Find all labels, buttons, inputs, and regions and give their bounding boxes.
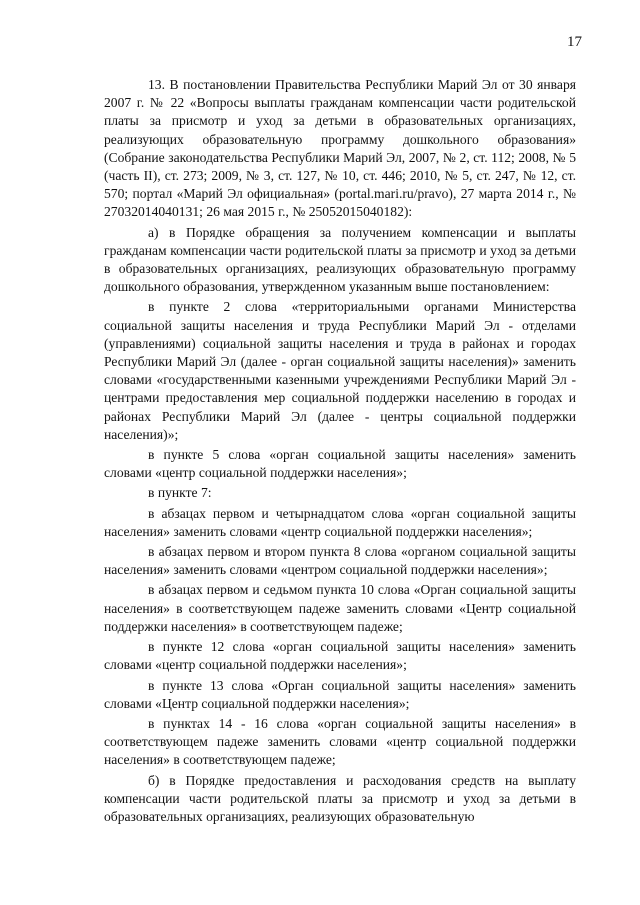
- page-number: 17: [567, 34, 582, 50]
- paragraph-point-10: в абзацах первом и седьмом пункта 10 слова «Орган социальной защиты населения» в соответствующем падеже заменить словами «Центр социальной поддержки населения» в соответствующем падеже;: [104, 582, 576, 634]
- paragraph-b-intro: б) в Порядке предоставления и расходования средств на выплату компенсации части родительской платы за присмотр и уход за детьми в образовательных организациях, реализующих образовательную: [104, 772, 576, 824]
- paragraph-point-8: в абзацах первом и втором пункта 8 слова «органом социальной защиты населения» заменить словами «центром социальной поддержки населения»;: [104, 544, 576, 578]
- document-body: [104, 76, 576, 826]
- paragraph-point-7-abzatsy: в абзацах первом и четырнадцатом слова «орган социальной защиты населения» заменить словами «центр социальной поддержки населения»;: [104, 505, 576, 539]
- paragraph-a-intro: а) в Порядке обращения за получением компенсации и выплаты гражданам компенсации части родительской платы за присмотр и уход за детьми в образовательных организациях, реализующих образовательную программу дошкольного образования, утвержденном указанным выше постановлением:: [104, 224, 576, 295]
- paragraph-point-5: в пункте 5 слова «орган социальной защиты населения» заменить словами «центр социальной поддержки населения»;: [104, 447, 576, 481]
- paragraph-point-13: в пункте 13 слова «Орган социальной защиты населения» заменить словами «Центр социальной поддержки населения»;: [104, 677, 576, 711]
- paragraph-13-intro: 13. В постановлении Правительства Республики Марий Эл от 30 января 2007 г. № 22 «Вопросы выплаты гражданам компенсации части родительской платы за присмотр и уход за детьми в образовательных организациях, реализующих образовательную программу дошкольного образования» (Собрание законодательства Республики Марий Эл, 2007, № 2, ст. 112; 2008, № 5 (часть II), ст. 273; 2009, № 3, ст. 127, № 10, ст. 446; 2010, № 5, ст. 247, № 12, ст. 570; портал «Марий Эл официальная» (portal.mari.ru/pravo), 27 марта 2014 г., № 27032014040131; 26 мая 2015 г., № 25052015040182):: [104, 77, 576, 220]
- paragraph-points-14-16: в пунктах 14 - 16 слова «орган социальной защиты населения» в соответствующем падеже заменить словами «центр социальной поддержки населения» в соответствующем падеже;: [104, 715, 576, 768]
- paragraph-point-2: в пункте 2 слова «территориальными органами Министерства социальной защиты населения и труда Республики Марий Эл - отделами (управлениями) социальной защиты населения и труда в районах и городах Республики Марий Эл (далее - орган социальной защиты населения)» заменить словами «государственными казенными учреждениями Республики Марий Эл - центрами предоставления мер социальной поддержки населению в городах и районах Республики Марий Эл (далее - центры социальной поддержки населения)»;: [104, 299, 576, 442]
- paragraph-point-7: в пункте 7:: [148, 485, 212, 501]
- paragraph-point-12: в пункте 12 слова «орган социальной защиты населения» заменить словами «центр социальной поддержки населения»;: [104, 639, 576, 673]
